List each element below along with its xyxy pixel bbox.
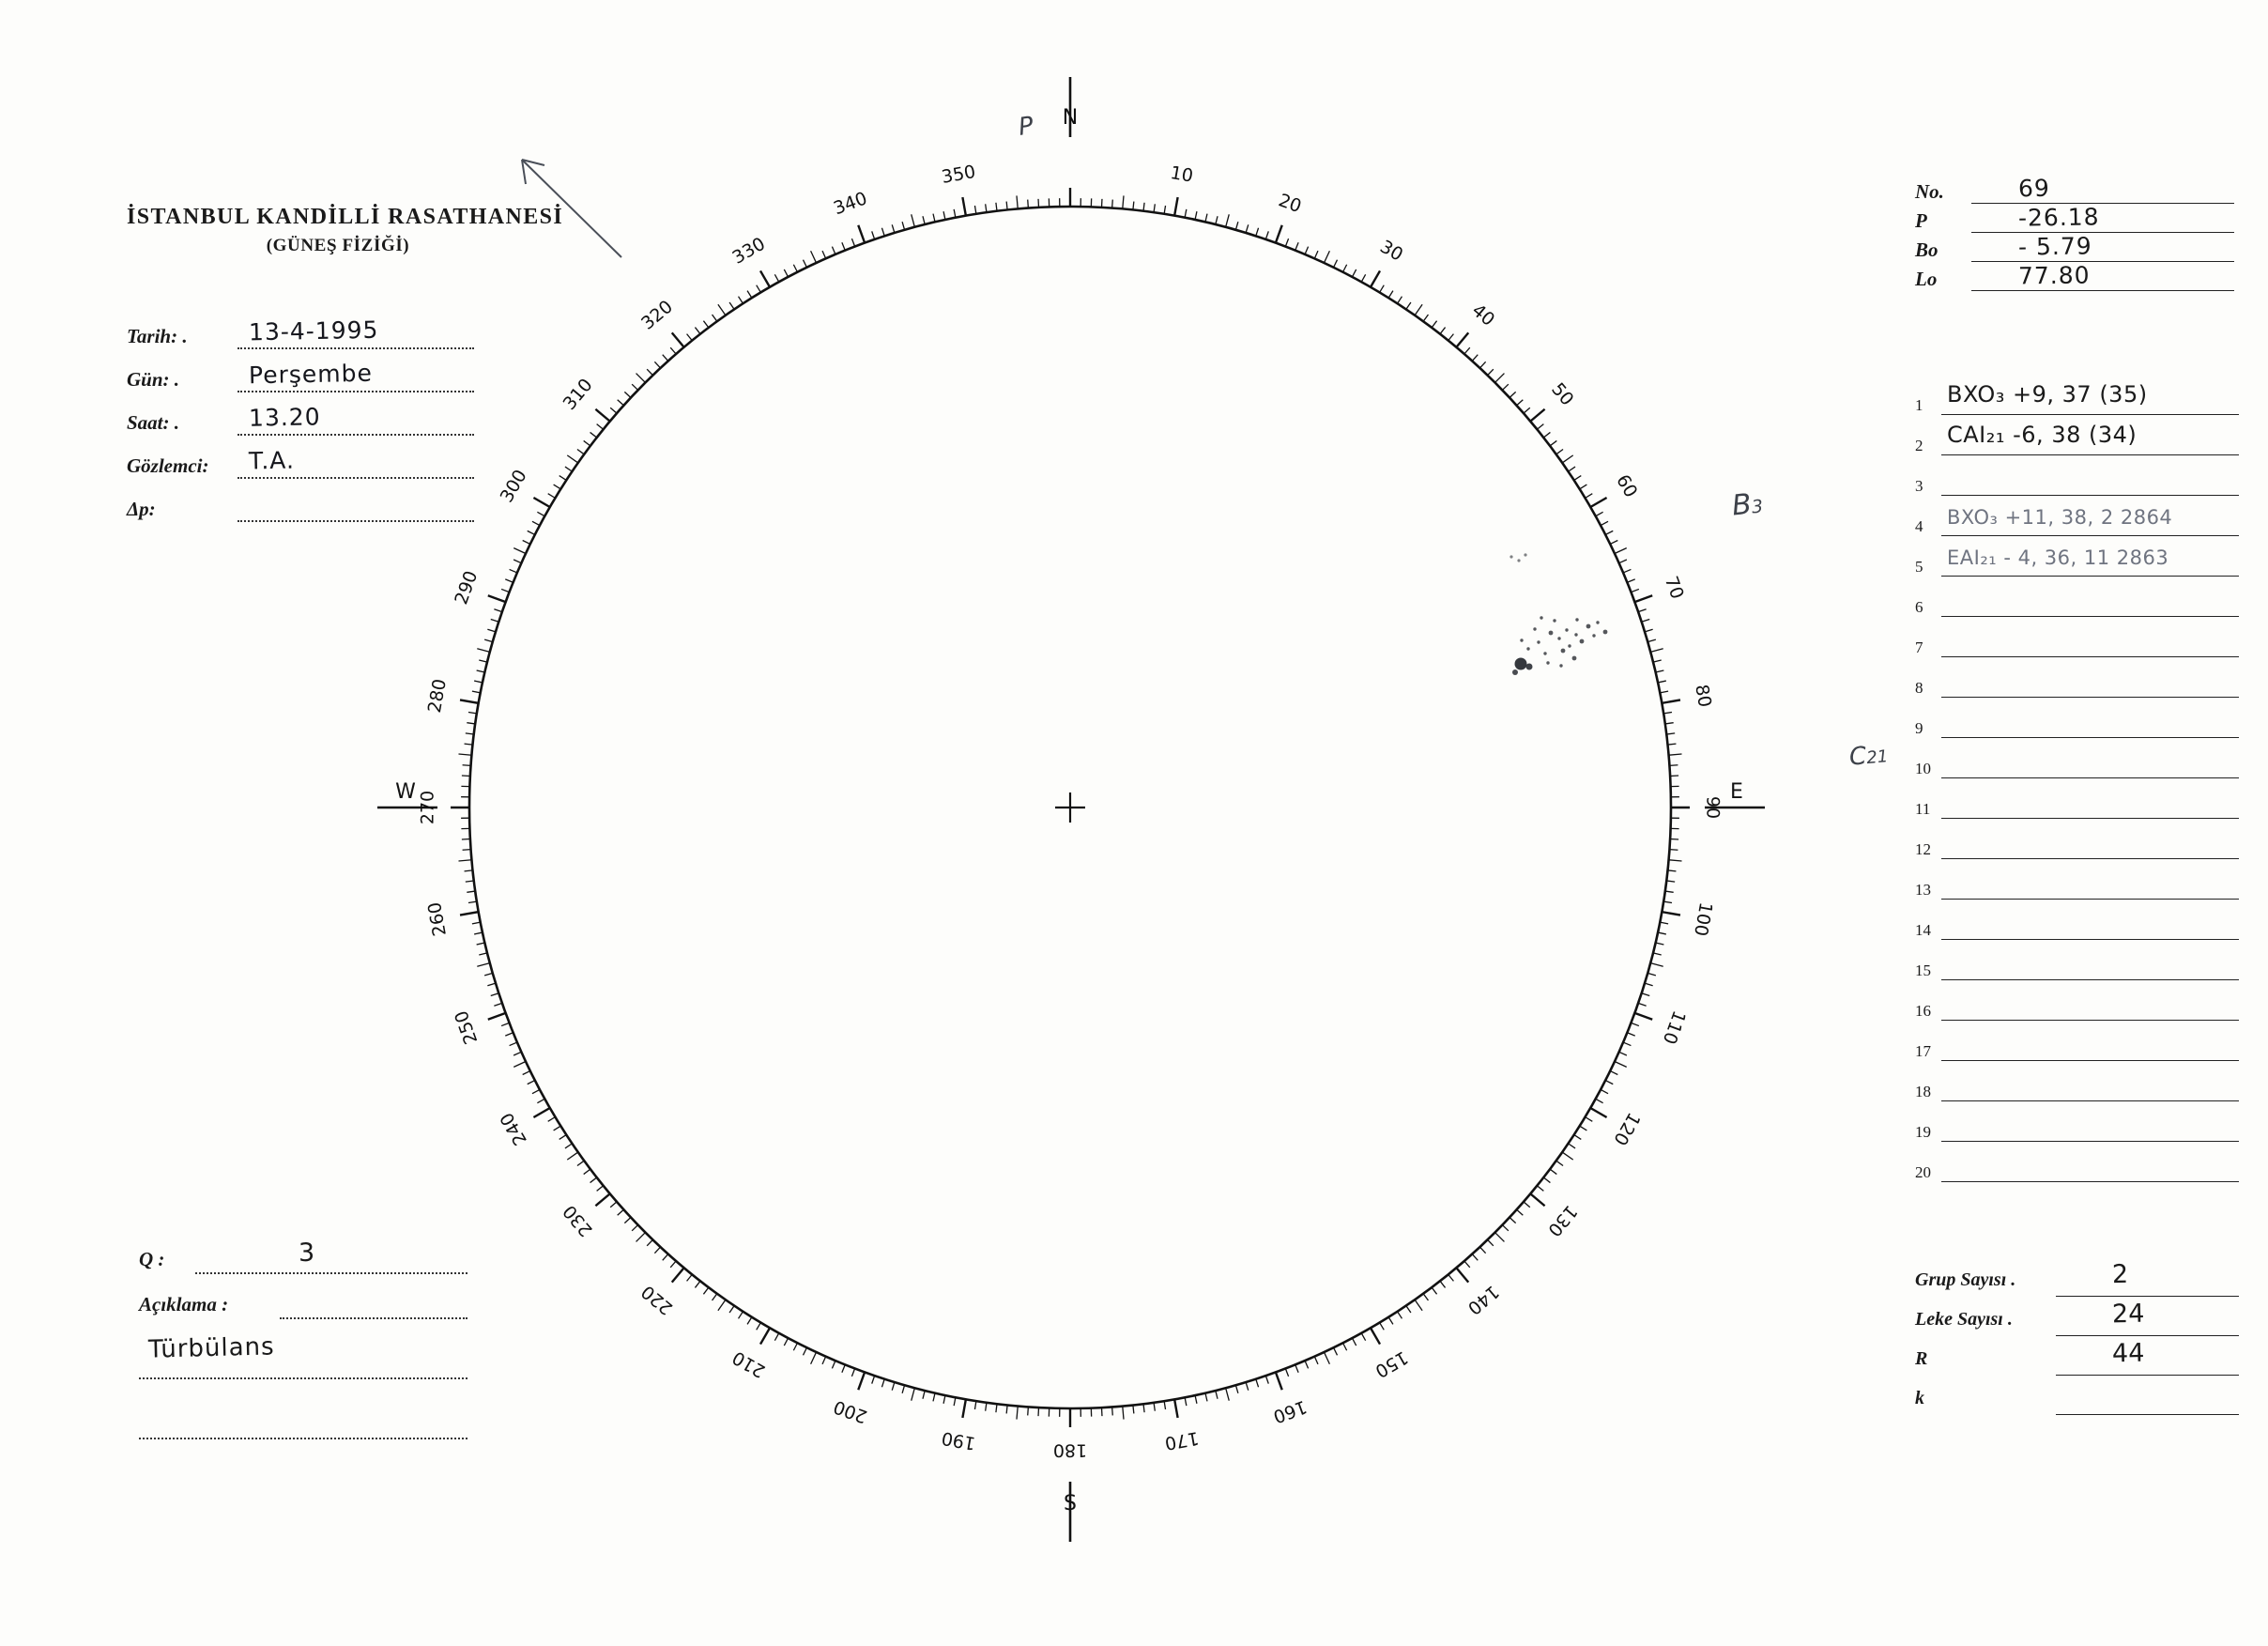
total-grup-sayisi-value: 2 (2111, 1259, 2129, 1290)
degree-label: 180 (1052, 1439, 1088, 1461)
group-number: 14 (1915, 921, 1931, 939)
degree-label: 220 (637, 1281, 677, 1319)
degree-label: 250 (451, 1008, 483, 1047)
param-no-value: 69 (2017, 174, 2051, 203)
group-row (1915, 1150, 2239, 1191)
observatory-title: İSTANBUL KANDİLLİ RASATHANESİ (127, 205, 564, 229)
total-r (1915, 1338, 2239, 1386)
group-rule (1941, 495, 2239, 496)
degree-label: 310 (559, 375, 597, 414)
cardinal-west-label: W (395, 780, 416, 804)
degree-label: 200 (831, 1395, 870, 1427)
group-row (1915, 908, 2239, 948)
group-row (1915, 706, 2239, 746)
group-rule (1941, 1181, 2239, 1182)
total-r-rule (2056, 1375, 2239, 1376)
group-row (1915, 1029, 2239, 1069)
group-number: 2 (1915, 437, 1923, 454)
group-number: 1 (1915, 396, 1923, 414)
degree-label: 230 (559, 1201, 597, 1240)
degree-label: 160 (1270, 1395, 1310, 1427)
group-number: 20 (1915, 1163, 1931, 1181)
degree-label: 190 (940, 1427, 977, 1454)
group-row (1915, 1110, 2239, 1150)
field-q-label: Q : (139, 1248, 165, 1270)
sunspot-mark (1540, 616, 1542, 619)
group-rule (1941, 656, 2239, 657)
degree-label: 40 (1467, 300, 1499, 331)
group-rule (1941, 979, 2239, 980)
sunspot-mark (1574, 633, 1577, 636)
group-row (1915, 948, 2239, 989)
field-saat-value: 13.20 (248, 403, 321, 432)
param-lo (1915, 261, 2234, 295)
disc-center-cross (1055, 792, 1085, 823)
param-no-label: No. (1915, 180, 1944, 203)
group-number: 6 (1915, 598, 1923, 616)
degree-label: 60 (1612, 470, 1642, 501)
group-rule (1941, 777, 2239, 778)
degree-label: 50 (1547, 378, 1578, 410)
solar-disc-svg (357, 56, 1821, 1596)
group-row (1915, 666, 2239, 706)
sunspot-mark (1559, 664, 1562, 667)
sunspot-mark (1526, 647, 1529, 650)
sunspot-mark (1543, 652, 1546, 654)
field-gun-value: Perşembe (248, 359, 374, 390)
group-rule (1941, 818, 2239, 819)
group-row (1915, 585, 2239, 625)
sunspot-marks (1509, 553, 1607, 675)
group-row (1915, 787, 2239, 827)
total-leke-sayisi-label: Leke Sayısı . (1915, 1309, 2013, 1330)
total-leke-sayisi-rule (2056, 1335, 2239, 1336)
field-aciklama-label: Açıklama : (139, 1293, 229, 1315)
group-rule (1941, 576, 2239, 577)
group-row (1915, 545, 2239, 585)
group-rule (1941, 858, 2239, 859)
degree-label: 280 (423, 677, 451, 715)
group-number: 16 (1915, 1002, 1931, 1020)
field-gun-label: Gün: . (127, 368, 180, 391)
param-p-label: P (1915, 209, 1927, 232)
group-row (1915, 464, 2239, 504)
total-k (1915, 1386, 2239, 1425)
sunspot-mark (1568, 644, 1571, 647)
group-rule (1941, 939, 2239, 940)
total-r-value: 44 (2111, 1338, 2145, 1369)
group-number: 12 (1915, 840, 1931, 858)
group-rule (1941, 737, 2239, 738)
sunspot-mark (1533, 627, 1536, 630)
group-rule (1941, 535, 2239, 536)
param-no-rule (1971, 203, 2234, 204)
group-row (1915, 1069, 2239, 1110)
degree-label: 240 (496, 1109, 531, 1149)
degree-label: 350 (940, 161, 977, 188)
group-number: 9 (1915, 719, 1923, 737)
degree-label: 300 (496, 466, 531, 506)
group-row (1915, 746, 2239, 787)
degree-label: 120 (1609, 1109, 1645, 1149)
sunspot-mark (1580, 639, 1585, 644)
cardinal-north-label: N (1062, 106, 1079, 130)
annotation-group-c (1848, 740, 1890, 771)
annotation-p-axis: P (1016, 112, 1035, 142)
param-lo-label: Lo (1915, 268, 1938, 290)
group-number: 15 (1915, 961, 1931, 979)
sunspot-mark (1537, 640, 1540, 643)
group-rule (1941, 1141, 2239, 1142)
group-number: 8 (1915, 679, 1923, 697)
param-p-rule (1971, 232, 2234, 233)
sunspot-mark (1586, 624, 1591, 629)
sunspot-mark (1565, 628, 1568, 631)
sunspot-mark (1557, 637, 1560, 639)
total-k-label: k (1915, 1388, 1924, 1408)
param-bo-value: - 5.79 (2017, 232, 2092, 261)
annotation-group-c-letter: C (1847, 742, 1868, 772)
degree-label: 290 (451, 568, 483, 608)
sunspot-mark (1524, 553, 1526, 556)
field-delta-p-label: Δp: (127, 498, 156, 520)
sunspot-mark (1572, 656, 1577, 661)
degree-label: 110 (1658, 1008, 1690, 1047)
degree-label: 170 (1163, 1427, 1201, 1454)
sunspot-mark (1575, 618, 1578, 621)
sunspot-mark (1596, 621, 1599, 623)
total-grup-sayisi-label: Grup Sayısı . (1915, 1269, 2016, 1290)
param-lo-rule (1971, 290, 2234, 291)
annotation-group-b (1730, 486, 1764, 522)
group-value: EAI₂₁ - 4, 36, 11 2863 (1947, 546, 2169, 569)
sunspot-mark (1561, 649, 1566, 654)
sunspot-mark (1509, 555, 1512, 558)
group-value: BXO₃ +11, 38, 2 2864 (1947, 506, 2173, 529)
sunspot-mark (1603, 630, 1608, 635)
degree-label: 80 (1691, 683, 1716, 709)
param-p-value: -26.18 (2017, 203, 2100, 232)
group-row (1915, 827, 2239, 868)
degree-label: 140 (1463, 1281, 1503, 1319)
degree-label: 320 (637, 296, 677, 334)
sunspot-mark (1517, 559, 1520, 561)
group-number: 4 (1915, 517, 1923, 535)
group-number: 5 (1915, 558, 1923, 576)
sunspot-mark (1512, 669, 1518, 675)
parameter-panel (1915, 174, 2234, 295)
sunspot-mark (1553, 619, 1555, 622)
degree-label: 210 (728, 1346, 769, 1382)
annotation-group-c-sub: 21 (1865, 746, 1890, 769)
group-row (1915, 423, 2239, 464)
group-value: CAI₂₁ -6, 38 (34) (1947, 422, 2138, 448)
degree-label: 20 (1275, 190, 1305, 218)
degree-label: 10 (1169, 162, 1195, 187)
param-bo-label: Bo (1915, 238, 1939, 261)
field-aciklama-value: Türbülans (147, 1332, 276, 1364)
group-number: 11 (1915, 800, 1931, 818)
sunspot-mark (1546, 661, 1549, 664)
degree-label: 100 (1690, 900, 1717, 938)
group-value: BXO₃ +9, 37 (35) (1947, 381, 2148, 408)
group-number: 10 (1915, 760, 1931, 777)
group-number: 18 (1915, 1083, 1931, 1100)
field-gozlemci-label: Gözlemci: (127, 454, 209, 477)
sunspot-mark (1515, 658, 1527, 670)
degree-label: 130 (1543, 1201, 1582, 1240)
field-gozlemci-value: T.A. (248, 446, 296, 475)
p-direction-arrow (522, 160, 621, 257)
param-lo-value: 77.80 (2017, 261, 2091, 290)
sunspot-mark (1520, 638, 1523, 641)
sunspot-mark (1549, 631, 1554, 636)
degree-label: 90 (1702, 795, 1724, 820)
param-bo-rule (1971, 261, 2234, 262)
group-rule (1941, 697, 2239, 698)
degree-label: 270 (417, 790, 438, 825)
cardinal-south-label: S (1064, 1492, 1077, 1515)
degree-label: 260 (423, 900, 451, 938)
group-rule (1941, 454, 2239, 455)
group-row (1915, 989, 2239, 1029)
group-row (1915, 868, 2239, 908)
group-row (1915, 625, 2239, 666)
degree-label: 330 (728, 233, 769, 269)
solar-disc-diagram (357, 56, 1890, 1596)
group-number: 17 (1915, 1042, 1931, 1060)
total-grup-sayisi (1915, 1259, 2239, 1307)
total-leke-sayisi-value: 24 (2111, 1299, 2145, 1330)
group-rule (1941, 414, 2239, 415)
sunspot-mark (1592, 634, 1595, 637)
group-rule (1941, 899, 2239, 900)
group-row (1915, 504, 2239, 545)
group-row (1915, 383, 2239, 423)
observatory-subtitle: (GÜNEŞ FİZİĞİ) (266, 236, 410, 255)
total-k-rule (2056, 1414, 2239, 1415)
group-number: 19 (1915, 1123, 1931, 1141)
group-number: 7 (1915, 638, 1923, 656)
group-rule (1941, 1060, 2239, 1061)
group-number: 3 (1915, 477, 1923, 495)
total-leke-sayisi (1915, 1299, 2239, 1346)
total-grup-sayisi-rule (2056, 1296, 2239, 1297)
sunspot-mark (1526, 664, 1533, 670)
group-rule (1941, 1020, 2239, 1021)
total-r-label: R (1915, 1348, 1928, 1369)
group-rule (1941, 616, 2239, 617)
group-number: 13 (1915, 881, 1931, 899)
degree-label: 70 (1660, 573, 1688, 603)
degree-label: 340 (831, 188, 870, 220)
field-saat-label: Saat: . (127, 411, 180, 434)
degree-label: 30 (1376, 236, 1407, 266)
annotation-group-b-sub: 3 (1750, 496, 1765, 518)
field-tarih-label: Tarih: . (127, 325, 188, 347)
field-q-value: 3 (298, 1238, 315, 1269)
sunspot-group-list (1915, 383, 2239, 1191)
degree-label: 150 (1372, 1346, 1412, 1382)
cardinal-east-label: E (1730, 780, 1743, 804)
group-rule (1941, 1100, 2239, 1101)
field-tarih-value: 13-4-1995 (248, 315, 379, 346)
annotation-group-b-letter: B (1730, 487, 1754, 523)
totals-block (1915, 1259, 2239, 1425)
